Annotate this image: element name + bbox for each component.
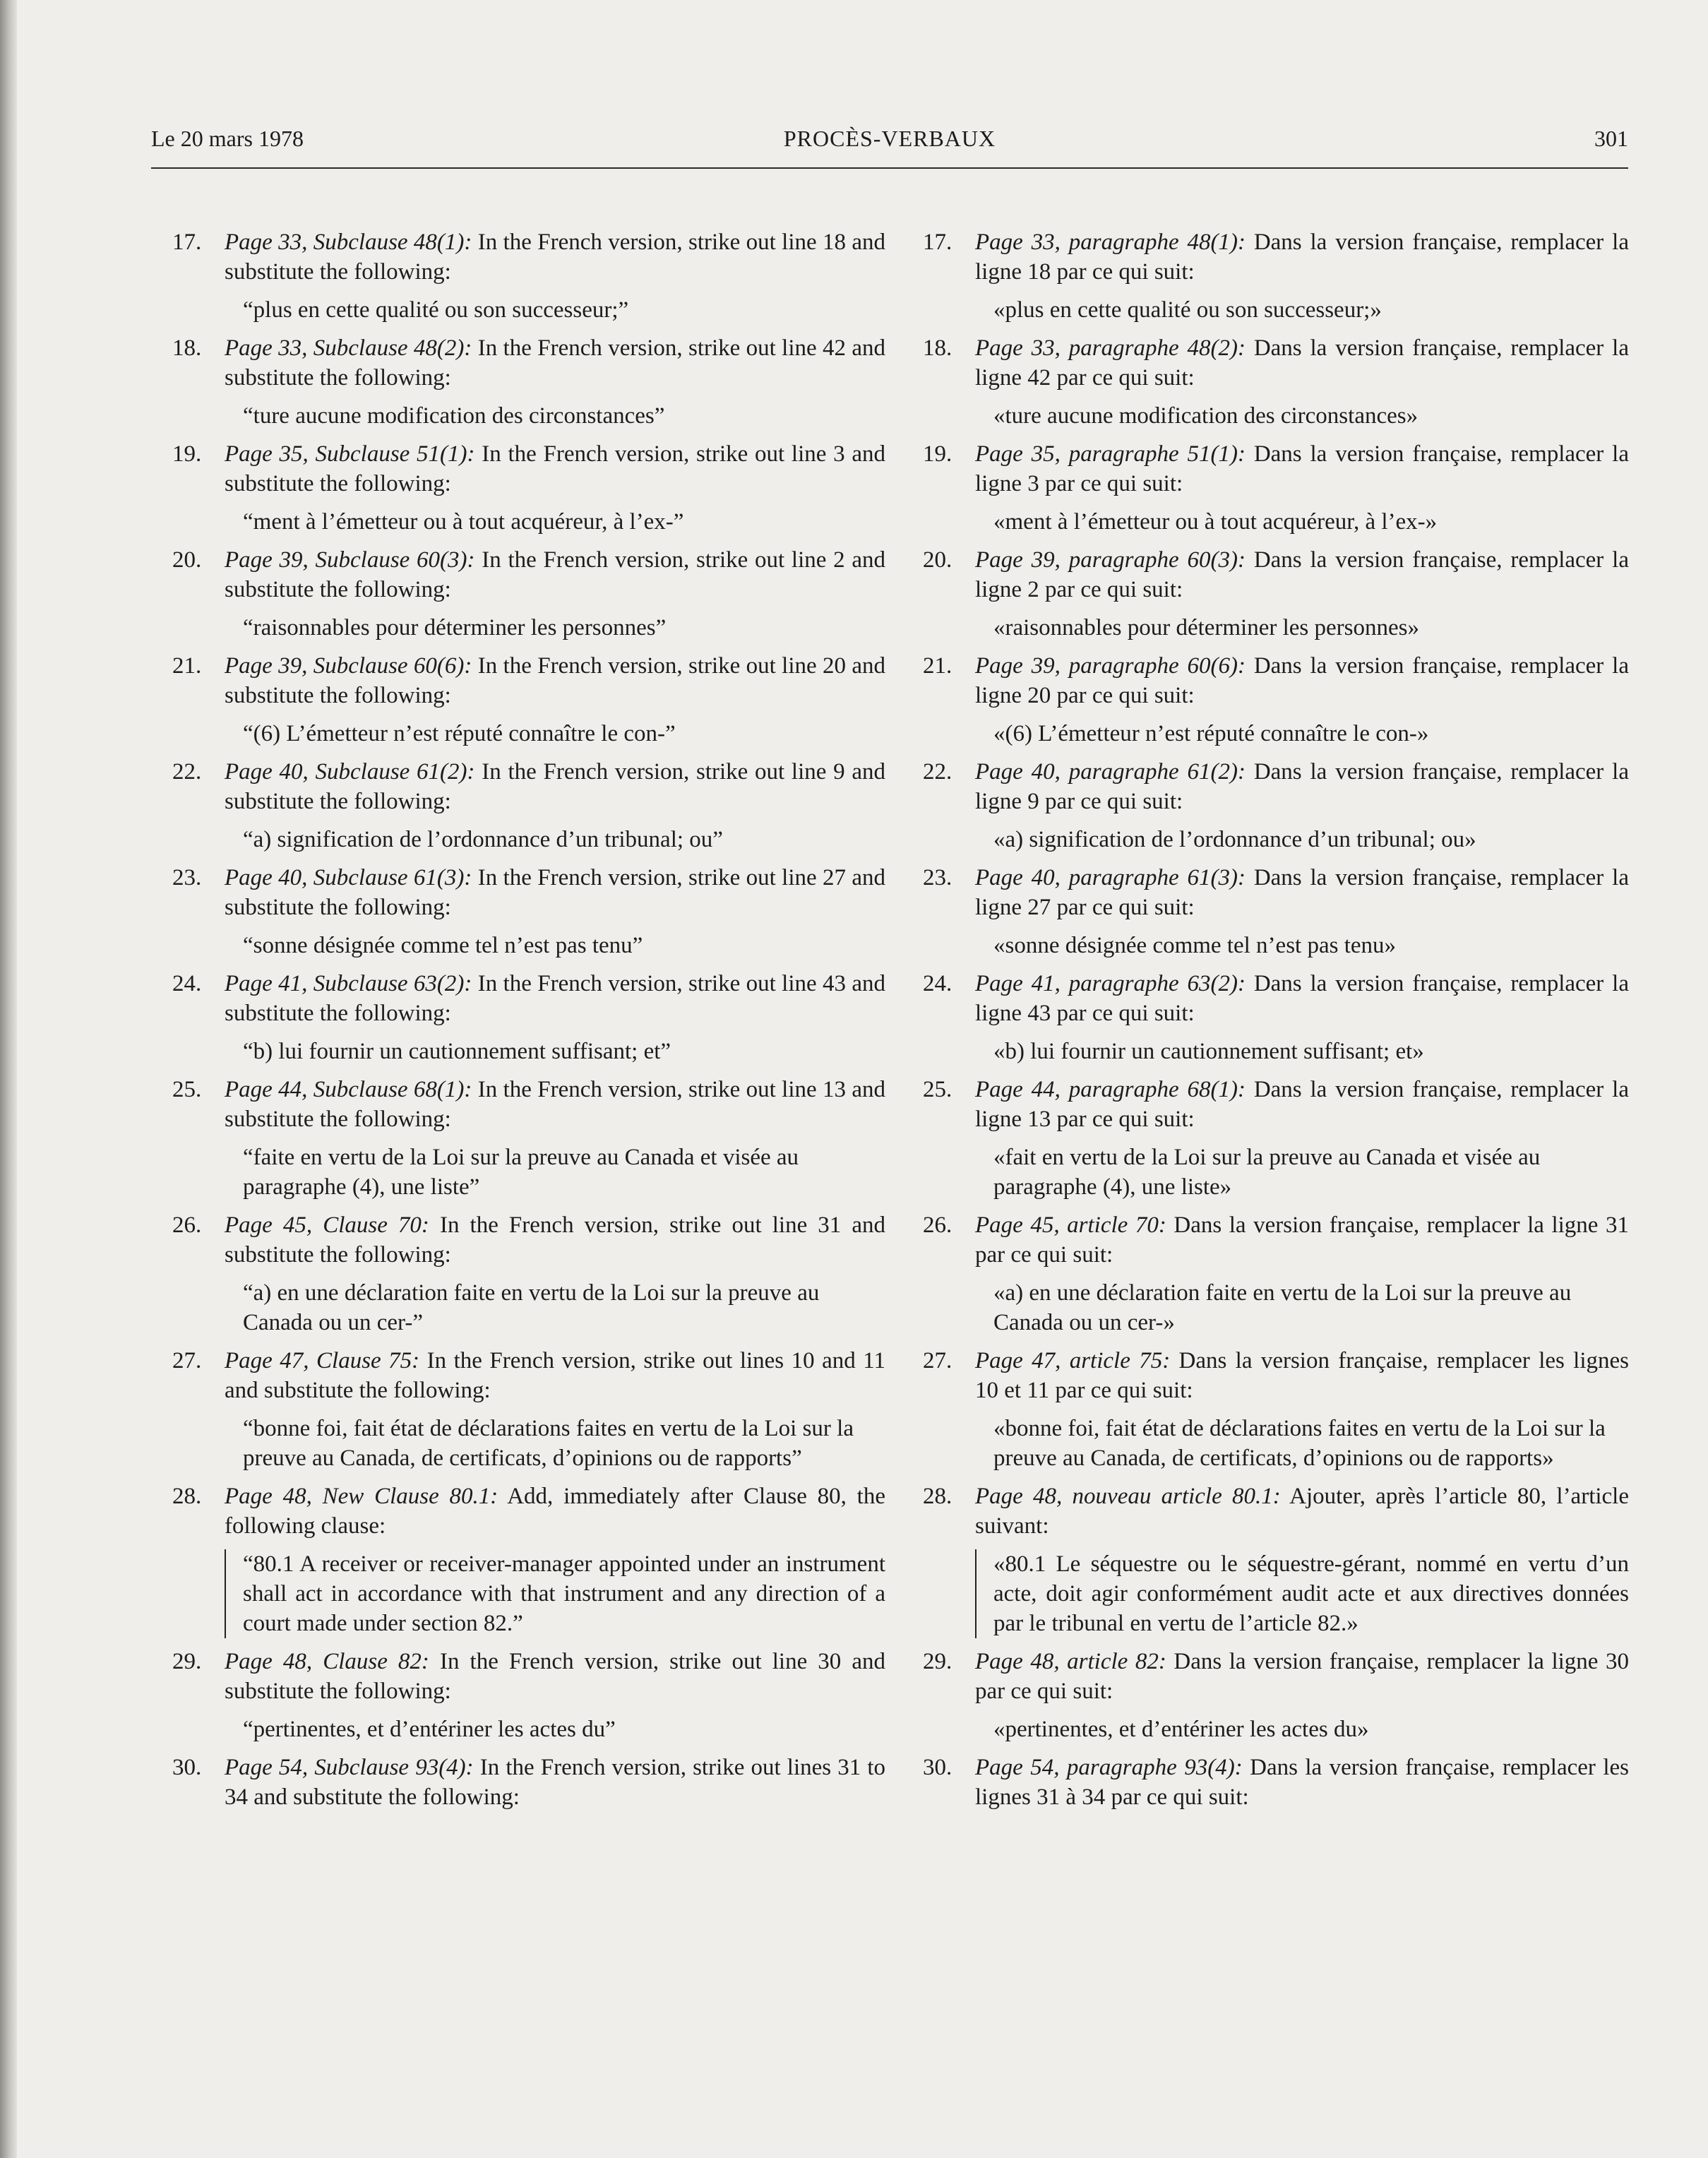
- item-reference: Page 48, nouveau article 80.1:: [975, 1484, 1281, 1509]
- item-instruction: In the French version, strike out line 20 and substitute the following:: [225, 653, 886, 708]
- item-number: 21.: [172, 653, 202, 679]
- substitute-text: “a) en une déclaration faite en vertu de la Loi sur la preuve au Canada ou un cer-”: [243, 1280, 820, 1335]
- substitute-text: “pertinentes, et d’entériner les actes du”: [243, 1717, 616, 1742]
- french-amendment-item: [923, 227, 1629, 287]
- item-reference: Page 54, paragraphe 93(4):: [975, 1755, 1243, 1780]
- substitute-text: “sonne désignée comme tel n’est pas tenu”: [243, 933, 643, 958]
- french-amendment-item: [923, 1075, 1629, 1134]
- item-number: 20.: [923, 547, 952, 573]
- item-instruction: Dans la version française, remplacer la ligne 3 par ce qui suit:: [975, 441, 1629, 496]
- item-reference: Page 48, article 82:: [975, 1649, 1166, 1674]
- item-instruction: In the French version, strike out line 3 and substitute the following:: [225, 441, 886, 496]
- item-number: 19.: [172, 441, 202, 467]
- item-instruction: Dans la version française, remplacer la ligne 9 par ce qui suit:: [975, 759, 1629, 814]
- english-amendment-item: [172, 333, 885, 393]
- substitute-text: «a) en une déclaration faite en vertu de la Loi sur la preuve au Canada ou un cer-»: [993, 1280, 1572, 1335]
- new-clause-text: «80.1 Le séquestre ou le séquestre-gérant, nommé en vertu d’un acte, doit agir conformément audit acte et aux directives données par le tribunal en vertu de l’article 82.»: [975, 1549, 1629, 1638]
- item-number: 20.: [172, 547, 202, 573]
- substitute-text: «a) signification de l’ordonnance d’un tribunal; ou»: [993, 827, 1476, 852]
- item-number: 28.: [923, 1484, 952, 1509]
- french-amendment-item: [923, 333, 1629, 393]
- item-instruction: Dans la version française, remplacer les lignes 31 à 34 par ce qui suit:: [975, 1755, 1630, 1810]
- item-reference: Page 45, Clause 70:: [225, 1212, 429, 1238]
- french-amendment-item: [923, 1482, 1629, 1541]
- item-instruction: Dans la version française, remplacer la ligne 18 par ce qui suit:: [975, 229, 1629, 285]
- item-number: 28.: [172, 1484, 202, 1509]
- substitute-text: «fait en vertu de la Loi sur la preuve au Canada et visée au paragraphe (4), une liste»: [993, 1145, 1541, 1200]
- french-amendment-item: [923, 545, 1629, 604]
- item-reference: Page 47, Clause 75:: [225, 1348, 420, 1373]
- item-number: 17.: [172, 229, 202, 255]
- french-column: [923, 227, 1629, 1820]
- item-number: 25.: [172, 1077, 202, 1102]
- english-amendment-item: [172, 1753, 885, 1812]
- item-number: 23.: [923, 865, 952, 890]
- substitute-text: «b) lui fournir un cautionnement suffisant; et»: [993, 1039, 1424, 1064]
- french-amendment-item: [923, 651, 1629, 710]
- english-amendment-item: [172, 545, 885, 604]
- item-number: 29.: [172, 1649, 202, 1674]
- item-number: 26.: [923, 1212, 952, 1238]
- item-instruction: Dans la version française, remplacer la ligne 13 par ce qui suit:: [975, 1077, 1629, 1132]
- english-amendment-item: [172, 1482, 885, 1541]
- item-reference: Page 39, paragraphe 60(3):: [975, 547, 1246, 573]
- item-instruction: In the French version, strike out line 42 and substitute the following:: [225, 335, 886, 391]
- item-number: 24.: [923, 971, 952, 996]
- item-instruction: In the French version, strike out line 9 and substitute the following:: [225, 759, 886, 814]
- item-instruction: In the French version, strike out line 30 and substitute the following:: [225, 1649, 885, 1704]
- substitute-text: “plus en cette qualité ou son successeur;”: [243, 297, 629, 323]
- substitute-text: “ture aucune modification des circonstances”: [243, 403, 665, 429]
- item-reference: Page 54, Subclause 93(4):: [225, 1755, 474, 1780]
- item-reference: Page 40, Subclause 61(2):: [225, 759, 475, 785]
- item-reference: Page 48, New Clause 80.1:: [225, 1484, 498, 1509]
- item-instruction: In the French version, strike out line 13 and substitute the following:: [225, 1077, 886, 1132]
- english-amendment-item: [172, 1346, 885, 1405]
- book-spine-shadow: [0, 0, 17, 2158]
- substitute-text: «bonne foi, fait état de déclarations faites en vertu de la Loi sur la preuve au Canada, de certificats, d’opinions ou de rapports»: [993, 1416, 1606, 1471]
- english-amendment-item: [172, 757, 885, 816]
- item-number: 27.: [172, 1348, 202, 1373]
- header-rule: [151, 167, 1628, 169]
- french-amendment-item: [923, 1346, 1629, 1405]
- english-amendment-item: [172, 863, 885, 922]
- header-date: Le 20 mars 1978: [151, 126, 304, 151]
- item-number: 22.: [172, 759, 202, 785]
- substitute-text: «plus en cette qualité ou son successeur;»: [993, 297, 1382, 323]
- item-reference: Page 39, Subclause 60(6):: [225, 653, 472, 679]
- item-instruction: Dans la version française, remplacer la ligne 42 par ce qui suit:: [975, 335, 1629, 391]
- item-reference: Page 33, paragraphe 48(1):: [975, 229, 1246, 255]
- substitute-text: «pertinentes, et d’entériner les actes du»: [993, 1717, 1369, 1742]
- item-reference: Page 40, paragraphe 61(2):: [975, 759, 1246, 785]
- item-reference: Page 44, Subclause 68(1):: [225, 1077, 472, 1102]
- substitute-text: “(6) L’émetteur n’est réputé connaître le con-”: [243, 721, 676, 746]
- substitute-text: “ment à l’émetteur ou à tout acquéreur, à l’ex-”: [243, 509, 684, 535]
- item-number: 18.: [923, 335, 952, 361]
- french-amendment-item: [923, 1647, 1629, 1706]
- item-number: 26.: [172, 1212, 202, 1238]
- substitute-text: “b) lui fournir un cautionnement suffisant; et”: [243, 1039, 671, 1064]
- header-title: PROCÈS-VERBAUX: [783, 126, 996, 151]
- item-number: 19.: [923, 441, 952, 467]
- item-number: 18.: [172, 335, 202, 361]
- item-reference: Page 44, paragraphe 68(1):: [975, 1077, 1246, 1102]
- item-number: 25.: [923, 1077, 952, 1102]
- item-reference: Page 33, paragraphe 48(2):: [975, 335, 1246, 361]
- english-amendment-item: [172, 1647, 885, 1706]
- item-reference: Page 40, paragraphe 61(3):: [975, 865, 1246, 890]
- item-number: 30.: [923, 1755, 952, 1780]
- item-reference: Page 40, Subclause 61(3):: [225, 865, 472, 890]
- english-amendment-item: [172, 969, 885, 1028]
- substitute-text: «sonne désignée comme tel n’est pas tenu»: [993, 933, 1397, 958]
- item-instruction: Dans la version française, remplacer la ligne 20 par ce qui suit:: [975, 653, 1629, 708]
- item-reference: Page 33, Subclause 48(2):: [225, 335, 472, 361]
- substitute-text: «ture aucune modification des circonstances»: [993, 403, 1419, 429]
- item-instruction: Dans la version française, remplacer la ligne 31 par ce qui suit:: [975, 1212, 1629, 1268]
- substitute-text: «(6) L’émetteur n’est réputé connaître le con-»: [993, 721, 1429, 746]
- page-number: 301: [1594, 126, 1628, 151]
- item-instruction: In the French version, strike out lines 10 and 11 and substitute the following:: [225, 1348, 885, 1403]
- item-number: 24.: [172, 971, 202, 996]
- french-amendment-item: [923, 863, 1629, 922]
- item-instruction: Add, immediately after Clause 80, the following clause:: [225, 1484, 885, 1539]
- substitute-text: “raisonnables pour déterminer les personnes”: [243, 615, 667, 640]
- french-amendment-item: [923, 1753, 1629, 1812]
- item-reference: Page 35, Subclause 51(1):: [225, 441, 475, 467]
- item-number: 17.: [923, 229, 952, 255]
- item-instruction: In the French version, strike out line 18 and substitute the following:: [225, 229, 886, 285]
- item-number: 23.: [172, 865, 202, 890]
- item-instruction: In the French version, strike out line 27 and substitute the following:: [225, 865, 886, 920]
- substitute-text: «ment à l’émetteur ou à tout acquéreur, à l’ex-»: [993, 509, 1438, 535]
- substitute-text: “faite en vertu de la Loi sur la preuve au Canada et visée au paragraphe (4), une liste”: [243, 1145, 799, 1200]
- substitute-text: «raisonnables pour déterminer les personnes»: [993, 615, 1419, 640]
- new-clause-text: “80.1 A receiver or receiver-manager appointed under an instrument shall act in accordance with that instrument and any direction of a court made under section 82.”: [225, 1549, 885, 1638]
- item-number: 21.: [923, 653, 952, 679]
- item-instruction: In the French version, strike out line 2 and substitute the following:: [225, 547, 886, 602]
- item-reference: Page 41, paragraphe 63(2):: [975, 971, 1246, 996]
- english-column: [172, 227, 885, 1820]
- item-instruction: In the French version, strike out lines 31 to 34 and substitute the following:: [225, 1755, 885, 1810]
- item-instruction: Dans la version française, remplacer la ligne 30 par ce qui suit:: [975, 1649, 1629, 1704]
- item-number: 29.: [923, 1649, 952, 1674]
- item-reference: Page 39, Subclause 60(3):: [225, 547, 475, 573]
- substitute-text: “a) signification de l’ordonnance d’un tribunal; ou”: [243, 827, 723, 852]
- item-reference: Page 33, Subclause 48(1):: [225, 229, 472, 255]
- item-reference: Page 35, paragraphe 51(1):: [975, 441, 1246, 467]
- item-reference: Page 45, article 70:: [975, 1212, 1166, 1238]
- english-amendment-item: [172, 651, 885, 710]
- page-header: [151, 126, 1628, 161]
- item-instruction: Dans la version française, remplacer la ligne 2 par ce qui suit:: [975, 547, 1629, 602]
- french-amendment-item: [923, 439, 1629, 499]
- item-reference: Page 48, Clause 82:: [225, 1649, 429, 1674]
- item-number: 27.: [923, 1348, 952, 1373]
- item-reference: Page 39, paragraphe 60(6):: [975, 653, 1246, 679]
- item-reference: Page 47, article 75:: [975, 1348, 1171, 1373]
- item-instruction: Ajouter, après l’article 80, l’article suivant:: [975, 1484, 1629, 1539]
- item-instruction: Dans la version française, remplacer la ligne 27 par ce qui suit:: [975, 865, 1629, 920]
- french-amendment-item: [923, 1210, 1629, 1270]
- item-instruction: Dans la version française, remplacer les lignes 10 et 11 par ce qui suit:: [975, 1348, 1630, 1403]
- item-instruction: In the French version, strike out line 31 and substitute the following:: [225, 1212, 885, 1268]
- item-reference: Page 41, Subclause 63(2):: [225, 971, 472, 996]
- english-amendment-item: [172, 1210, 885, 1270]
- item-number: 30.: [172, 1755, 202, 1780]
- substitute-text: “bonne foi, fait état de déclarations faites en vertu de la Loi sur la preuve au Canada, de certificats, d’opinions ou de rapports”: [243, 1416, 854, 1471]
- french-amendment-item: [923, 757, 1629, 816]
- item-instruction: Dans la version française, remplacer la ligne 43 par ce qui suit:: [975, 971, 1629, 1026]
- french-amendment-item: [923, 969, 1629, 1028]
- english-amendment-item: [172, 227, 885, 287]
- item-number: 22.: [923, 759, 952, 785]
- english-amendment-item: [172, 1075, 885, 1134]
- english-amendment-item: [172, 439, 885, 499]
- item-instruction: In the French version, strike out line 43 and substitute the following:: [225, 971, 886, 1026]
